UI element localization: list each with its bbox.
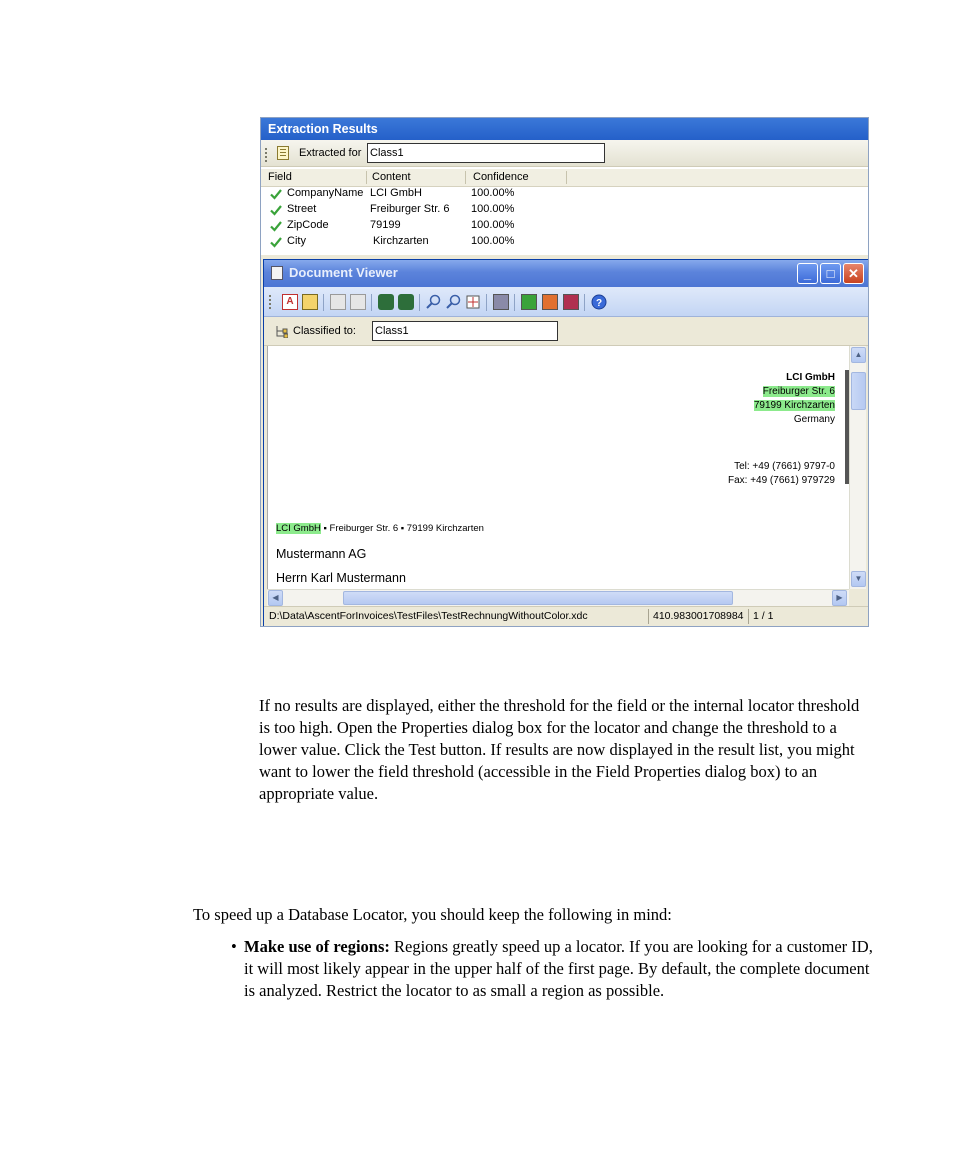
table-row[interactable] xyxy=(261,186,868,202)
fit-page-icon[interactable] xyxy=(465,294,481,310)
close-button[interactable] xyxy=(843,263,864,284)
rotate-right-icon[interactable] xyxy=(398,294,414,310)
field-content: Freiburger Str. 6 xyxy=(370,203,450,215)
minimize-icon: _ xyxy=(803,266,812,281)
doc-sender-address: ▪ Freiburger Str. 6 ▪ 79199 Kirchzarten xyxy=(320,523,484,534)
field-content: 79199 xyxy=(370,219,401,231)
toolbar-grip[interactable] xyxy=(265,148,268,164)
column-header-content[interactable]: Content xyxy=(372,171,411,183)
text-view-icon[interactable]: A xyxy=(282,294,298,310)
toolbar-grip[interactable] xyxy=(269,295,272,311)
screenshot xyxy=(260,117,869,627)
export-icon[interactable] xyxy=(521,294,537,310)
field-name: City xyxy=(287,235,306,247)
document-viewer-icon xyxy=(271,266,283,280)
results-header xyxy=(261,169,868,187)
maximize-button[interactable] xyxy=(820,263,841,284)
bullet-regions-text: Regions greatly speed up a locator. If you are looking for a customer ID, it will most likely appear in the upper half of the first page. By default, the complete document is analyzed. Restrict the locator to as small a region as possible. xyxy=(244,937,873,1000)
extraction-results-title: Extraction Results xyxy=(261,118,868,140)
check-icon xyxy=(270,188,282,200)
doc-fax: Fax: +49 (7661) 979729 xyxy=(727,475,835,486)
scroll-up-button[interactable]: ▲ xyxy=(851,347,866,363)
status-file-path: D:\Data\AscentForInvoices\TestFiles\TestRechnungWithoutColor.xdc xyxy=(269,610,588,622)
bullet-marker: • xyxy=(231,937,237,956)
svg-text:?: ? xyxy=(595,298,603,309)
document-viewer-window xyxy=(263,259,869,627)
classification-bar xyxy=(264,317,868,346)
field-content: Kirchzarten xyxy=(373,235,429,247)
image-view-icon[interactable] xyxy=(302,294,318,310)
doc-company: LCI GmbH xyxy=(786,372,835,383)
field-confidence: 100.00% xyxy=(471,235,515,247)
document-viewer-titlebar[interactable] xyxy=(264,260,868,287)
doc-sender-line xyxy=(276,523,484,534)
horizontal-scroll-thumb[interactable] xyxy=(343,591,733,605)
classified-to-input[interactable]: Class1 xyxy=(372,321,558,341)
document-viewer-title: Document Viewer xyxy=(289,265,398,280)
doc-country: Germany xyxy=(793,414,835,425)
status-coordinate: 410.983001708984 xyxy=(653,610,744,622)
next-page-icon[interactable] xyxy=(350,294,366,310)
field-confidence: 100.00% xyxy=(471,187,515,199)
field-name: ZipCode xyxy=(287,219,329,231)
doc-tel: Tel: +49 (7661) 9797-0 xyxy=(734,461,835,472)
field-name: CompanyName xyxy=(287,187,364,199)
extracted-for-input[interactable]: Class1 xyxy=(367,143,605,163)
zoom-out-icon[interactable] xyxy=(445,294,461,310)
save-icon[interactable] xyxy=(493,294,509,310)
check-icon xyxy=(270,204,282,216)
close-icon: ✕ xyxy=(848,266,859,281)
check-icon xyxy=(270,236,282,248)
scroll-left-button[interactable]: ◀ xyxy=(268,590,283,606)
rotate-left-icon[interactable] xyxy=(378,294,394,310)
document-viewer-toolbar xyxy=(264,287,868,317)
paragraph-threshold: If no results are displayed, either the threshold for the field or the internal locator threshold is too high. Open the Properties dialog box for the locator and change the threshold to a lower value. Click the Test button. If results are now displayed in the result list, you might want to lower the field threshold (accessible in the Field Properties dialog box) to an appropriate value. xyxy=(259,696,860,803)
field-content: LCI GmbH xyxy=(370,187,422,199)
status-bar xyxy=(264,606,868,626)
previous-page-icon[interactable] xyxy=(330,294,346,310)
maximize-icon: □ xyxy=(826,266,835,281)
zoom-in-icon[interactable] xyxy=(425,294,441,310)
bullet-regions-heading: Make use of regions: xyxy=(244,937,390,956)
minimize-button[interactable] xyxy=(797,263,818,284)
bullet-regions xyxy=(244,936,874,1002)
classified-to-label: Classified to: xyxy=(293,325,356,337)
classification-tree-icon xyxy=(275,325,288,338)
scroll-right-button[interactable]: ▶ xyxy=(832,590,847,606)
field-confidence: 100.00% xyxy=(471,219,515,231)
extraction-results-list xyxy=(261,167,868,255)
help-icon[interactable] xyxy=(591,294,607,310)
extraction-results-toolbar xyxy=(261,140,868,167)
field-name: Street xyxy=(287,203,317,215)
document-list-icon xyxy=(277,146,289,160)
status-page: 1 / 1 xyxy=(753,610,774,622)
doc-recipient-company: Mustermann AG xyxy=(276,547,367,561)
document-image xyxy=(267,346,849,589)
batch-icon[interactable] xyxy=(563,294,579,310)
scroll-down-button[interactable]: ▼ xyxy=(851,571,866,587)
doc-sender-company: LCI GmbH xyxy=(276,523,321,534)
doc-street: Freiburger Str. 6 xyxy=(762,386,835,397)
field-confidence: 100.00% xyxy=(471,203,515,215)
doc-city: 79199 Kirchzarten xyxy=(753,400,835,411)
column-header-confidence[interactable]: Confidence xyxy=(473,171,529,183)
table-row[interactable] xyxy=(261,218,868,234)
horizontal-scrollbar[interactable] xyxy=(267,589,849,606)
column-header-field[interactable]: Field xyxy=(268,171,292,183)
vertical-scroll-thumb[interactable] xyxy=(851,372,866,410)
table-row[interactable] xyxy=(261,234,868,250)
vertical-scrollbar[interactable] xyxy=(849,346,866,589)
check-icon xyxy=(270,220,282,232)
table-row[interactable] xyxy=(261,202,868,218)
extracted-for-label: Extracted for xyxy=(299,147,362,159)
doc-recipient-person: Herrn Karl Mustermann xyxy=(276,571,406,585)
paragraph-speed-up: To speed up a Database Locator, you should keep the following in mind: xyxy=(193,905,672,924)
import-icon[interactable] xyxy=(542,294,558,310)
